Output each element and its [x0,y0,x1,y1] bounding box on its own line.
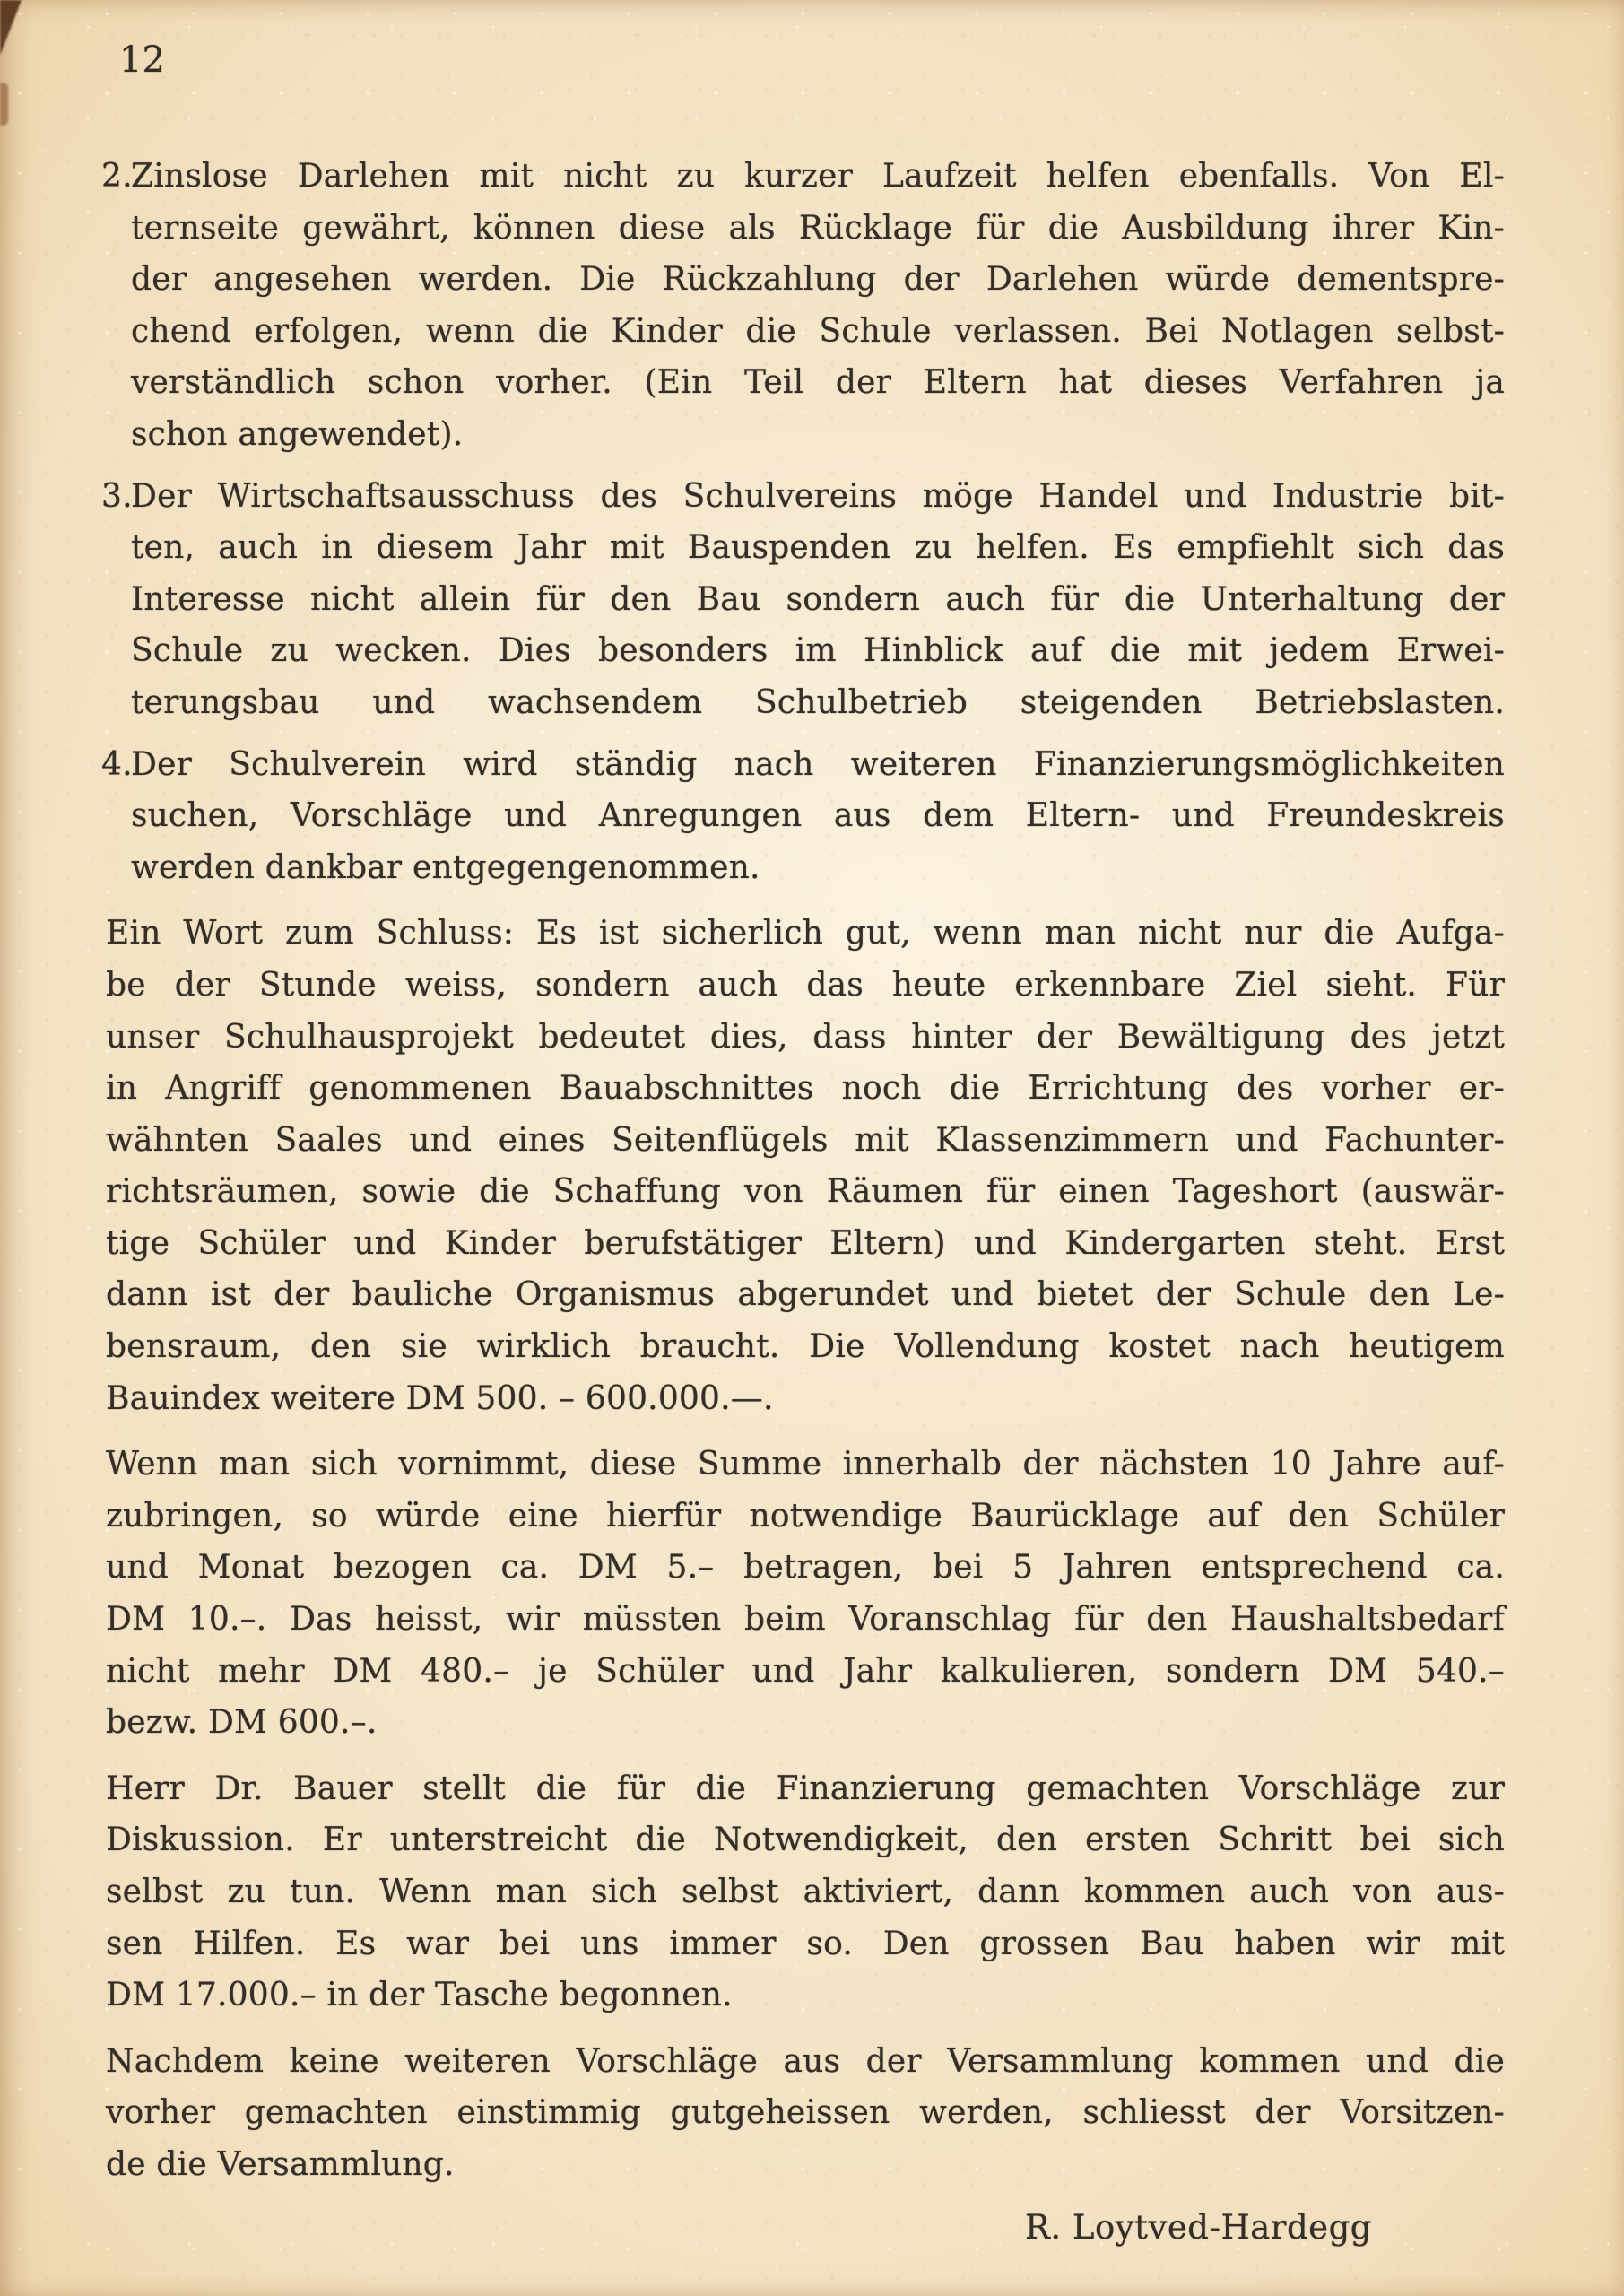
text-line: und Monat bezogen ca. DM 5.– betragen, bei 5 Jahren entsprechend ca. [106,1549,1505,1587]
text-line: de die Versammlung. [106,2145,455,2183]
text-line: Ein Wort zum Schluss: Es ist sicherlich gut, wenn man nicht nur die Aufga- [106,915,1505,952]
text-line: zubringen, so würde eine hierfür notwendige Baurücklage auf den Schüler [106,1497,1505,1535]
text-line: bensraum, den sie wirklich braucht. Die Vollendung kostet nach heutigem [106,1328,1505,1366]
paragraph [106,2036,1505,2191]
text-line: terungsbau und wachsendem Schulbetrieb steigenden Betriebslasten. [131,683,1505,721]
text-line: ten, auch in diesem Jahr mit Bauspenden zu helfen. Es empfiehlt sich das [131,529,1505,567]
text-line: ternseite gewährt, können diese als Rücklage für die Ausbildung ihrer Kin- [131,209,1505,247]
text-line: Diskussion. Er unterstreicht die Notwendigkeit, den ersten Schritt bei sich [106,1822,1505,1859]
text-line: Schule zu wecken. Dies besonders im Hinblick auf die mit jedem Erwei- [131,632,1505,670]
text-line: bezw. DM 600.–. [106,1704,378,1742]
list-item-number: 4. [101,745,133,783]
text-line: suchen, Vorschläge und Anregungen aus dem Eltern- und Freundeskreis [131,797,1505,835]
signature: R. Loytved-Hardegg [1025,2208,1372,2247]
text-line: vorher gemachten einstimmig gutgeheissen werden, schliesst der Vorsitzen- [106,2094,1505,2132]
text-line: DM 10.–. Das heisst, wir müssten beim Voranschlag für den Haushaltsbedarf [106,1601,1505,1639]
scan-edge-artifact [0,83,8,126]
text-line: Bauindex weitere DM 500. – 600.000.—. [106,1379,774,1417]
text-line: tige Schüler und Kinder berufstätiger Eltern) und Kindergarten steht. Erst [106,1224,1505,1262]
text-line: Interesse nicht allein für den Bau sondern auch für die Unterhaltung der [131,580,1505,618]
text-line: Wenn man sich vornimmt, diese Summe innerhalb der nächsten 10 Jahre auf- [106,1446,1505,1483]
text-line: verständlich schon vorher. (Ein Teil der Eltern hat dieses Verfahren ja [131,364,1505,402]
text-line: in Angriff genommenen Bauabschnittes noch die Errichtung des vorher er- [106,1070,1505,1108]
text-line: Herr Dr. Bauer stellt die für die Finanzierung gemachten Vorschläge zur [106,1770,1505,1807]
text-line: richtsräumen, sowie die Schaffung von Räumen für einen Tageshort (auswär- [106,1173,1505,1211]
page-number: 12 [119,39,165,81]
list-item-number: 2. [101,158,133,195]
text-line: unser Schulhausprojekt bedeutet dies, dass hinter der Bewältigung des jetzt [106,1018,1505,1056]
text-line: dann ist der bauliche Organismus abgerundet und bietet der Schule den Le- [106,1276,1505,1314]
text-line: wähnten Saales und eines Seitenflügels mit Klassenzimmern und Fachunter- [106,1121,1505,1159]
text-line: be der Stunde weiss, sondern auch das heute erkennbare Ziel sieht. Für [106,966,1505,1004]
text-line: DM 17.000.– in der Tasche begonnen. [106,1977,733,2014]
text-line: nicht mehr DM 480.– je Schüler und Jahr kalkulieren, sondern DM 540.– [106,1652,1505,1690]
text-line: Nachdem keine weiteren Vorschläge aus der Versammlung kommen und die [106,2042,1505,2080]
text-line: sen Hilfen. Es war bei uns immer so. Den grossen Bau haben wir mit [106,1925,1505,1962]
numbered-paragraph [101,739,1505,894]
text-line: Der Schulverein wird ständig nach weiteren Finanzierungsmöglichkeiten [131,745,1505,783]
numbered-paragraph [101,151,1505,461]
paragraph [106,1439,1505,1749]
text-line: Zinslose Darlehen mit nicht zu kurzer Laufzeit helfen ebenfalls. Von El- [131,158,1505,195]
list-item-number: 3. [101,477,133,515]
paragraph [106,1763,1505,2022]
numbered-paragraph [101,471,1505,729]
text-line: der angesehen werden. Die Rückzahlung der Darlehen würde dementspre- [131,261,1505,299]
text-line: Der Wirtschaftsausschuss des Schulvereins möge Handel und Industrie bit- [131,477,1505,515]
paragraph [106,908,1505,1424]
text-line: schon angewendet). [131,415,464,453]
scan-corner-artifact [0,0,22,56]
text-line: werden dankbar entgegengenommen. [131,848,760,886]
text-line: chend erfolgen, wenn die Kinder die Schule verlassen. Bei Notlagen selbst- [131,312,1505,350]
text-line: selbst zu tun. Wenn man sich selbst aktiviert, dann kommen auch von aus- [106,1874,1505,1910]
body-text [101,151,1505,2191]
